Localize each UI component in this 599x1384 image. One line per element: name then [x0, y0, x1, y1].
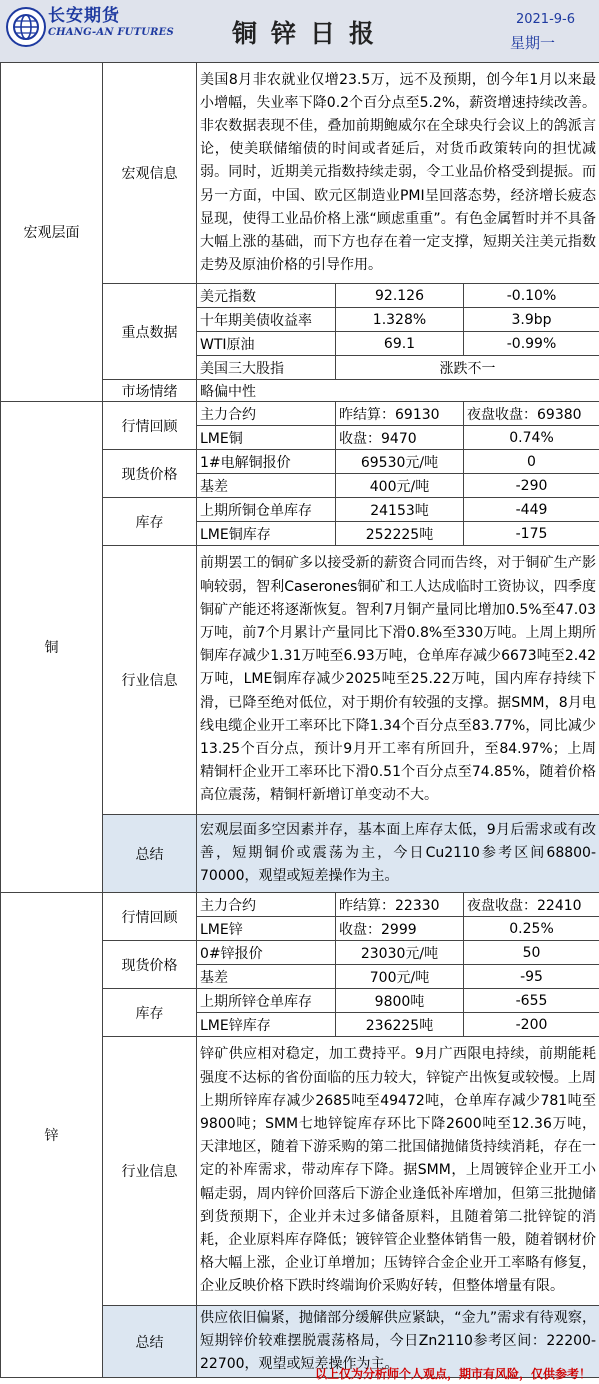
- copper-lme-name: LME铜: [197, 426, 336, 450]
- key-data-change: -0.10%: [464, 284, 599, 308]
- copper-shfe-stock-value: 24153吨: [336, 498, 464, 522]
- macro-info-label: 宏观信息: [103, 63, 197, 284]
- key-data-change: -0.99%: [464, 332, 599, 356]
- copper-basis-value: 400元/吨: [336, 474, 464, 498]
- key-data-value: 92.126: [336, 284, 464, 308]
- copper-basis-name: 基差: [197, 474, 336, 498]
- copper-spot-name: 1#电解铜报价: [197, 450, 336, 474]
- zinc-lme-name: LME锌: [197, 917, 336, 941]
- zinc-basis-name: 基差: [197, 965, 336, 989]
- copper-spot-value: 69530元/吨: [336, 450, 464, 474]
- copper-shfe-stock-change: -449: [464, 498, 599, 522]
- zinc-summary-label: 总结: [103, 1306, 197, 1378]
- copper-summary-text: 宏观层面多空因素并存，基本面上库存太低，9月后需求或有改善，短期铜价或震荡为主，今日Cu2110参考区间68800-70000，观望或短差操作为主。: [197, 815, 599, 893]
- logo: [48, 6, 174, 40]
- zinc-industry-label: 行业信息: [103, 1037, 197, 1306]
- zinc-lme-close: 收盘：2999: [336, 917, 464, 941]
- copper-stock-label: 库存: [103, 498, 197, 546]
- copper-industry-text: 前期罢工的铜矿多以接受新的薪资合同而告终，对于铜矿生产影响较弱，智利Caserones铜矿和工人达成临时工资协议，四季度铜矿产能还将逐渐恢复。智利7月铜产量同比增加0.5%至47.03万吨，前7个月累计产量同比下滑0.8%至330万吨。上周上期所铜库存减少1.31万吨至6.93万吨，仓单库存减少6673吨至2.42万吨，LME铜库存减少2025吨至25.22万吨，国内库存持续下滑，已降至绝对低位，对于期价有较强的支撑。据SMM，8月电线电缆企业开工率环比下降1.34个百分点至83.77%，同比减少13.25个百分点，预计9月开工率有所回升，至84.97%；上周精铜杆企业开工率环比下滑0.51个百分点至74.85%，随着价格高位震荡，精铜杆新增订单变动不大。: [197, 546, 599, 815]
- report-weekday: 星期一: [509, 34, 555, 52]
- zinc-shfe-stock-value: 9800吨: [336, 989, 464, 1013]
- zinc-main-contract: 主力合约: [197, 893, 336, 917]
- copper-summary-label: 总结: [103, 815, 197, 893]
- zinc-lme-stock-name: LME锌库存: [197, 1013, 336, 1037]
- zinc-basis-value: 700元/吨: [336, 965, 464, 989]
- copper-lme-close: 收盘：9470: [336, 426, 464, 450]
- sentiment-label: 市场情绪: [103, 380, 197, 402]
- copper-shfe-stock-name: 上期所铜仓单库存: [197, 498, 336, 522]
- key-data-value: 1.328%: [336, 308, 464, 332]
- zinc-prev-settle: 昨结算：22330: [336, 893, 464, 917]
- zinc-shfe-stock-name: 上期所锌仓单库存: [197, 989, 336, 1013]
- copper-spot-change: 0: [464, 450, 599, 474]
- disclaimer-text: 以上仅为分析师个人观点，期市有风险，仅供参考！: [314, 1367, 591, 1381]
- zinc-basis-change: -95: [464, 965, 599, 989]
- logo-en-text: CHANG-AN FUTURES: [48, 27, 174, 38]
- report-table: [0, 62, 599, 1378]
- report-title: 铜锌日报: [232, 19, 389, 48]
- section-macro: 宏观层面: [1, 63, 103, 402]
- sentiment-value: 略偏中性: [197, 380, 599, 402]
- copper-lme-change: 0.74%: [464, 426, 599, 450]
- key-data-name: 十年期美债收益率: [197, 308, 336, 332]
- macro-info-text: 美国8月非农就业仅增23.5万，远不及预期，创今年1月以来最小增幅，失业率下降0.2个百分点至5.2%，薪资增速持续改善。非农数据表现不佳，叠加前期鲍威尔在全球央行会议上的鸽派言论，使美联储缩债的时间或者延后，对货币政策转向的担忧减弱。同时，近期美元指数持续走弱，令工业品价格受到提振。而另一方面，中国、欧元区制造业PMI呈回落态势，经济增长疲态显现，使得工业品价格上涨“顾虑重重”。有色金属暂时并不具备大幅上涨的基础，而下方也存在着一定支撑，短期关注美元指数走势及原油价格的引导作用。: [197, 63, 599, 284]
- zinc-spot-value: 23030元/吨: [336, 941, 464, 965]
- zinc-spot-change: 50: [464, 941, 599, 965]
- key-data-label: 重点数据: [103, 284, 197, 380]
- copper-spot-label: 现货价格: [103, 450, 197, 498]
- zinc-summary-text: 供应依旧偏紧，抛储部分缓解供应紧缺，“金九”需求有待观察，短期锌价较难摆脱震荡格局，今日Zn2110参考区间：22200-22700，观望或短差操作为主。: [197, 1306, 599, 1378]
- copper-lme-stock-value: 252225吨: [336, 522, 464, 546]
- globe-icon: [11, 12, 41, 42]
- logo-icon: [6, 7, 46, 47]
- copper-prev-settle: 昨结算：69130: [336, 402, 464, 426]
- copper-lme-stock-name: LME铜库存: [197, 522, 336, 546]
- section-zinc: 锌: [1, 893, 103, 1378]
- copper-night-close: 夜盘收盘：69380: [464, 402, 599, 426]
- copper-industry-label: 行业信息: [103, 546, 197, 815]
- zinc-shfe-stock-change: -655: [464, 989, 599, 1013]
- section-copper: 铜: [1, 402, 103, 893]
- zinc-night-close: 夜盘收盘：22410: [464, 893, 599, 917]
- zinc-spot-name: 0#锌报价: [197, 941, 336, 965]
- zinc-review-label: 行情回顾: [103, 893, 197, 941]
- zinc-lme-change: 0.25%: [464, 917, 599, 941]
- key-data-name: WTI原油: [197, 332, 336, 356]
- zinc-stock-label: 库存: [103, 989, 197, 1037]
- zinc-lme-stock-value: 236225吨: [336, 1013, 464, 1037]
- key-data-value: 69.1: [336, 332, 464, 356]
- copper-review-label: 行情回顾: [103, 402, 197, 450]
- copper-basis-change: -290: [464, 474, 599, 498]
- key-data-name: 美元指数: [197, 284, 336, 308]
- us-stocks-value: 涨跌不一: [336, 356, 599, 380]
- disclaimer-footer: [0, 1365, 599, 1384]
- zinc-industry-text: 锌矿供应相对稳定，加工费持平。9月广西限电持续，前期能耗强度不达标的省份面临的压力较大，锌锭产出恢复或较慢。上周上期所锌库存减少2685吨至49472吨，仓单库存减少781吨至9800吨；SMM七地锌锭库存环比下降2600吨至12.36万吨，天津地区，随着下游采购的第二批国储抛储货持续消耗，存在一定的补库需求，带动库存下降。据SMM，上周镀锌企业开工小幅走弱，周内锌价回落后下游企业逢低补库增加，但第三批抛储到货预期下，企业并未过多储备原料，且随着第二批锌锭的消耗，企业原料库存降低；镀锌管企业整体销售一般，随着钢材价格大幅上涨，企业订单增加；压铸锌合金企业开工率略有修复，企业反映价格下跌时终端询价采购好转，但整体增量有限。: [197, 1037, 599, 1306]
- report-date: 2021-9-6: [515, 12, 575, 27]
- copper-main-contract: 主力合约: [197, 402, 336, 426]
- zinc-lme-stock-change: -200: [464, 1013, 599, 1037]
- logo-cn-text: 长安期货: [48, 6, 120, 26]
- key-data-change: 3.9bp: [464, 308, 599, 332]
- us-stocks-name: 美国三大股指: [197, 356, 336, 380]
- report-header: [0, 0, 599, 63]
- copper-lme-stock-change: -175: [464, 522, 599, 546]
- zinc-spot-label: 现货价格: [103, 941, 197, 989]
